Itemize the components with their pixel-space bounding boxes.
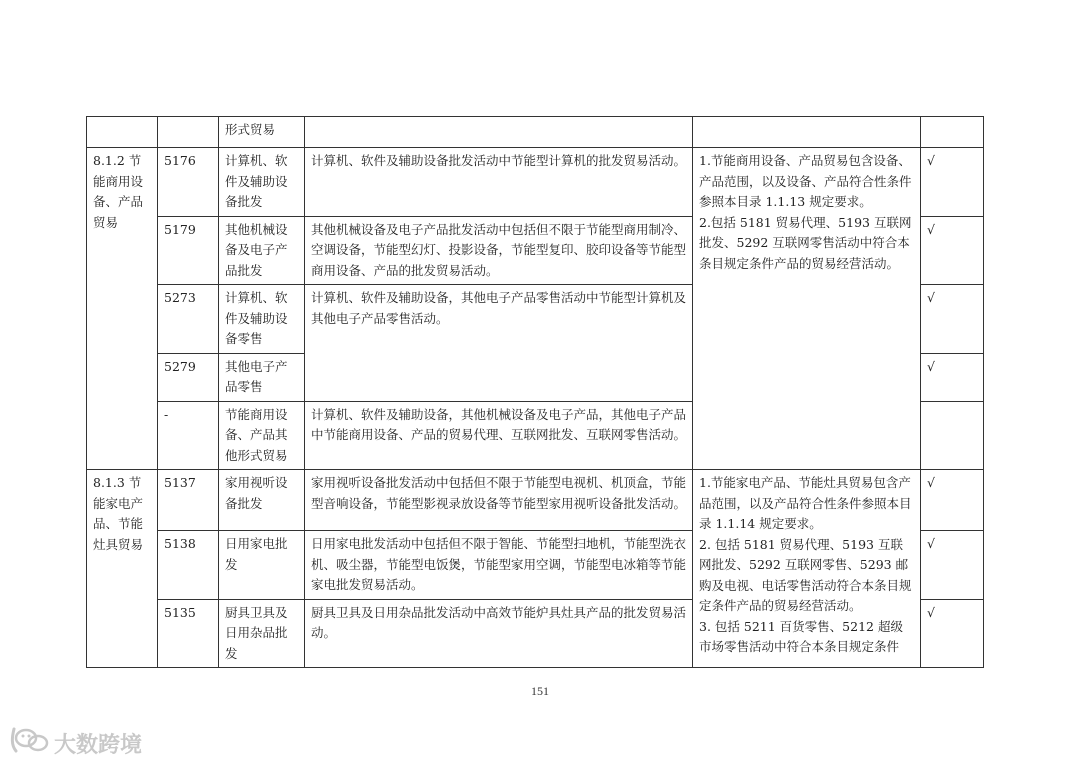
wechat-logo-icon — [8, 725, 54, 761]
notes-cell: 1.节能商用设备、产品贸易包含设备、产品范围，以及设备、产品符合性条件参照本目录 1.1.13 规定要求。 2.包括 5181 贸易代理、5193 互联网批发、5292 互联网零售活动中符合本条目规定条件产品的贸易经营活动。 — [693, 148, 921, 470]
table-row — [87, 148, 984, 217]
check-cell — [921, 117, 984, 148]
description-cell: 计算机、软件及辅助设备，其他机械设备及电子产品，其他电子产品中节能商用设备、产品的贸易代理、互联网批发、互联网零售活动。 — [305, 401, 693, 470]
category-cell — [87, 117, 158, 148]
category-cell: 8.1.3 节能家电产品、节能灶具贸易 — [87, 470, 158, 668]
name-cell: 厨具卫具及日用杂品批发 — [219, 599, 305, 668]
name-cell: 形式贸易 — [219, 117, 305, 148]
name-cell: 节能商用设备、产品其他形式贸易 — [219, 401, 305, 470]
code-cell: 5138 — [158, 531, 219, 600]
description-cell — [305, 117, 693, 148]
code-cell — [158, 117, 219, 148]
code-cell: 5279 — [158, 353, 219, 401]
check-cell: √ — [921, 599, 984, 668]
page-number: 151 — [531, 684, 549, 698]
check-cell: √ — [921, 470, 984, 531]
check-cell — [921, 401, 984, 470]
notes-cell: 1.节能家电产品、节能灶具贸易包含产品范围，以及产品符合性条件参照本目录 1.1.14 规定要求。 2. 包括 5181 贸易代理、5193 互联网批发、5292 互联网零售、5293 邮购及电视、电话零售活动符合本条目规定条件产品的贸易经营活动。 3. 包括 5211 百货零售、5212 超级市场零售活动中符合本条目规定条件 — [693, 470, 921, 668]
notes-cell — [693, 117, 921, 148]
check-cell: √ — [921, 285, 984, 354]
code-cell: 5135 — [158, 599, 219, 668]
description-cell: 计算机、软件及辅助设备，其他电子产品零售活动中节能型计算机及其他电子产品零售活动。 — [305, 285, 693, 402]
name-cell: 计算机、软件及辅助设备批发 — [219, 148, 305, 217]
code-cell: 5273 — [158, 285, 219, 354]
description-cell: 家用视听设备批发活动中包括但不限于节能型电视机、机顶盒，节能型音响设备，节能型影视录放设备等节能型家用视听设备批发活动。 — [305, 470, 693, 531]
check-cell: √ — [921, 531, 984, 600]
catalog-table — [86, 116, 984, 668]
table-row — [87, 117, 984, 148]
description-cell: 其他机械设备及电子产品批发活动中包括但不限于节能型商用制冷、空调设备，节能型幻灯、投影设备，节能型复印、胶印设备等节能型商用设备、产品的批发贸易活动。 — [305, 216, 693, 285]
name-cell: 计算机、软件及辅助设备零售 — [219, 285, 305, 354]
description-cell: 计算机、软件及辅助设备批发活动中节能型计算机的批发贸易活动。 — [305, 148, 693, 217]
description-cell: 厨具卫具及日用杂品批发活动中高效节能炉具灶具产品的批发贸易活动。 — [305, 599, 693, 668]
name-cell: 其他电子产品零售 — [219, 353, 305, 401]
category-cell: 8.1.2 节能商用设备、产品贸易 — [87, 148, 158, 470]
check-cell: √ — [921, 148, 984, 217]
name-cell: 日用家电批发 — [219, 531, 305, 600]
code-cell: 5179 — [158, 216, 219, 285]
code-cell: 5137 — [158, 470, 219, 531]
watermark-text: 大数跨境 — [54, 732, 143, 758]
name-cell: 家用视听设备批发 — [219, 470, 305, 531]
description-cell: 日用家电批发活动中包括但不限于智能、节能型扫地机，节能型洗衣机、吸尘器，节能型电饭煲，节能型家用空调，节能型电冰箱等节能家电批发贸易活动。 — [305, 531, 693, 600]
code-cell: - — [158, 401, 219, 470]
code-cell: 5176 — [158, 148, 219, 217]
table-row — [87, 470, 984, 531]
check-cell: √ — [921, 353, 984, 401]
name-cell: 其他机械设备及电子产品批发 — [219, 216, 305, 285]
watermark — [8, 726, 142, 760]
check-cell: √ — [921, 216, 984, 285]
